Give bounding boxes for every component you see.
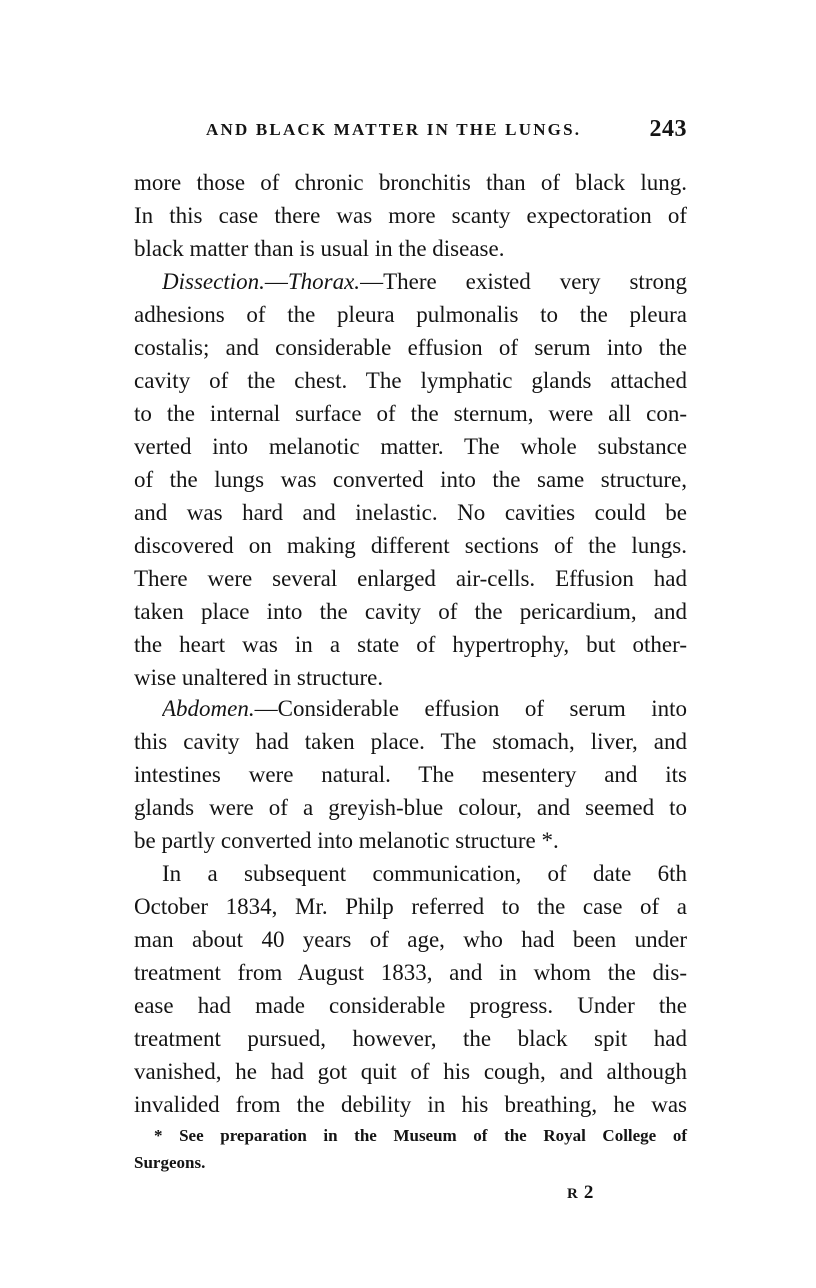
text-line: of the lungs was converted into the same structure, [134,467,687,492]
text-line: vanished, he had got quit of his cough, and although [134,1059,687,1084]
text-line: October 1834, Mr. Philp referred to the case of a [134,894,687,919]
text-line: man about 40 years of age, who had been under [134,927,687,952]
page-header [134,116,687,146]
section-heading-dissection: Dissection. [162,269,265,294]
footnote-line: Surgeons. [134,1153,206,1172]
text-line: invalided from the debility in his breathing, he was [134,1092,687,1117]
section-heading-thorax: Thorax. [287,269,361,294]
signature-mark [567,1182,599,1204]
text-line: discovered on making different sections of the lungs. [134,533,687,558]
running-head: AND BLACK MATTER IN THE LUNGS. [206,120,582,139]
signature-number: 2 [583,1182,600,1203]
text-line: taken place into the cavity of the pericardium, and [134,599,687,624]
text-line: There were several enlarged air-cells. Effusion had [134,566,687,591]
text-line: treatment from August 1833, and in whom the dis- [134,960,687,985]
text-line: In this case there was more scanty expectoration of [134,203,687,228]
text-line: be partly converted into melanotic structure *. [134,828,559,853]
text-line: Abdomen.—Considerable effusion of serum into [162,696,687,721]
text-line: to the internal surface of the sternum, were all con- [134,401,687,426]
section-heading-abdomen: Abdomen. [162,696,255,721]
text-line: cavity of the chest. The lymphatic glands attached [134,368,687,393]
text-line: Dissection.—Thorax.—There existed very strong [162,269,687,294]
text-line: glands were of a greyish-blue colour, and seemed to [134,795,687,820]
text-line: ease had made considerable progress. Under the [134,993,687,1018]
text-line: this cavity had taken place. The stomach, liver, and [134,729,687,754]
text-line: intestines were natural. The mesentery and its [134,762,687,787]
page-number: 243 [649,116,687,142]
text-line: treatment pursued, however, the black spit had [134,1026,687,1051]
signature-letter: R [567,1186,584,1202]
text-line: and was hard and inelastic. No cavities could be [134,500,687,525]
footnote-line: * See preparation in the Museum of the Royal College of [154,1126,687,1145]
text-line: adhesions of the pleura pulmonalis to the pleura [134,302,687,327]
text-line: costalis; and considerable effusion of serum into the [134,335,687,360]
text-line: more those of chronic bronchitis than of black lung. [134,170,687,195]
text-line: black matter than is usual in the disease. [134,236,505,261]
text-line: the heart was in a state of hypertrophy, but other- [134,632,687,657]
text-line: In a subsequent communication, of date 6th [162,861,687,886]
text-line: verted into melanotic matter. The whole substance [134,434,687,459]
text-line: wise unaltered in structure. [134,665,384,690]
